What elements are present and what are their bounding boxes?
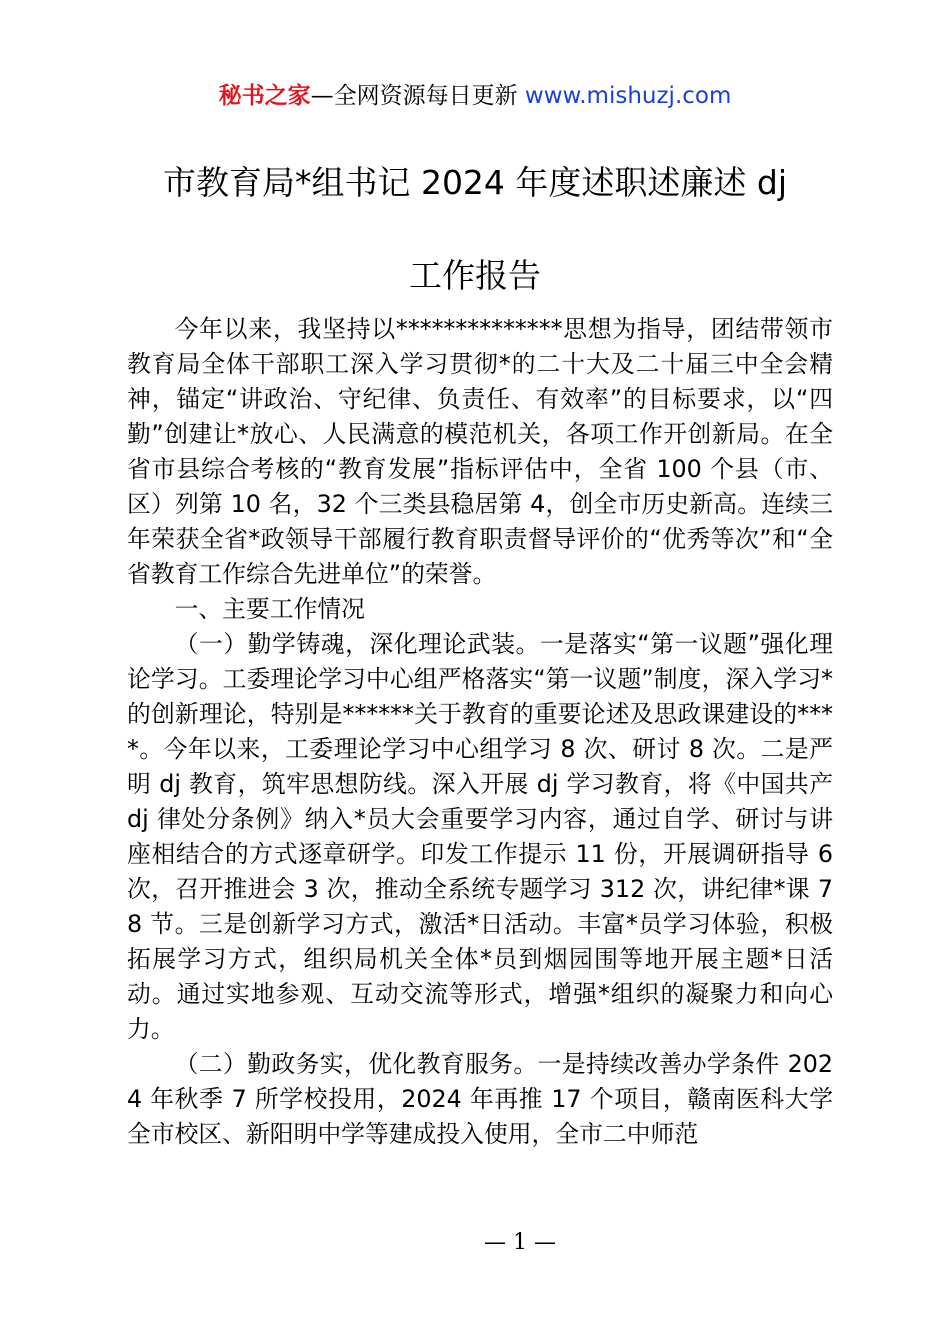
subsection-paragraph-1: （一）勤学铸魂，深化理论武装。一是落实“第一议题”强化理论学习。工委理论学习中心组严格落实“第一议题”制度，深入学习*的创新理论，特别是******关于教育的重要论述及思政课建设的****。今年以来，工委理论学习中心组学习 8 次、研讨 8 次。二是严明 dj 教育，筑牢思想防线。深入开展 dj 学习教育，将《中国共产 dj 律处分条例》纳入*员大会重要学习内容，通过自学、研讨与讲座相结合的方式逐章研学。印发工作提示 11 份，开展调研指导 6 次，召开推进会 3 次，推动全系统专题学习 312 次，讲纪律*课 78 节。三是创新学习方式，激活*日活动。丰富*员学习体验，积极拓展学习方式，组织局机关全体*员到烟园围等地开展主题*日活动。通过实地参观、互动交流等形式，增强*组织的凝聚力和向心力。	[127, 630, 833, 1043]
site-url[interactable]: www.mishuzj.com	[524, 83, 732, 109]
document-body	[127, 312, 833, 1152]
site-header	[0, 78, 950, 114]
site-tagline: —全网资源每日更新	[310, 83, 525, 109]
document-title-line-2: 工作报告	[409, 256, 541, 295]
site-brand: 秘书之家	[218, 83, 311, 109]
section-heading: 一、主要工作情况	[174, 595, 365, 623]
intro-paragraph: 今年以来，我坚持以**************思想为指导，团结带领市教育局全体干部职工深入学习贯彻*的二十大及二十届三中全会精神，锚定“讲政治、守纪律、负责任、有效率”的目标要求，以“四勤”创建让*放心、人民满意的模范机关，各项工作开创新局。在全省市县综合考核的“教育发展”指标评估中，全省 100 个县（市、区）列第 10 名，32 个三类县稳居第 4，创全市历史新高。连续三年荣获全省*政领导干部履行教育职责督导评价的“优秀等次”和“全省教育工作综合先进单位”的荣誉。	[127, 315, 833, 588]
subsection-paragraph-2: （二）勤政务实，优化教育服务。一是持续改善办学条件 2024 年秋季 7 所学校投用，2024 年再推 17 个项目，赣南医科大学全市校区、新阳明中学等建成投入使用，全市二中师范	[127, 1050, 833, 1148]
page-number: — 1 —	[484, 1230, 556, 1255]
document-title-line-1: 市教育局*组书记 2024 年度述职述廉述 dj	[162, 163, 788, 202]
